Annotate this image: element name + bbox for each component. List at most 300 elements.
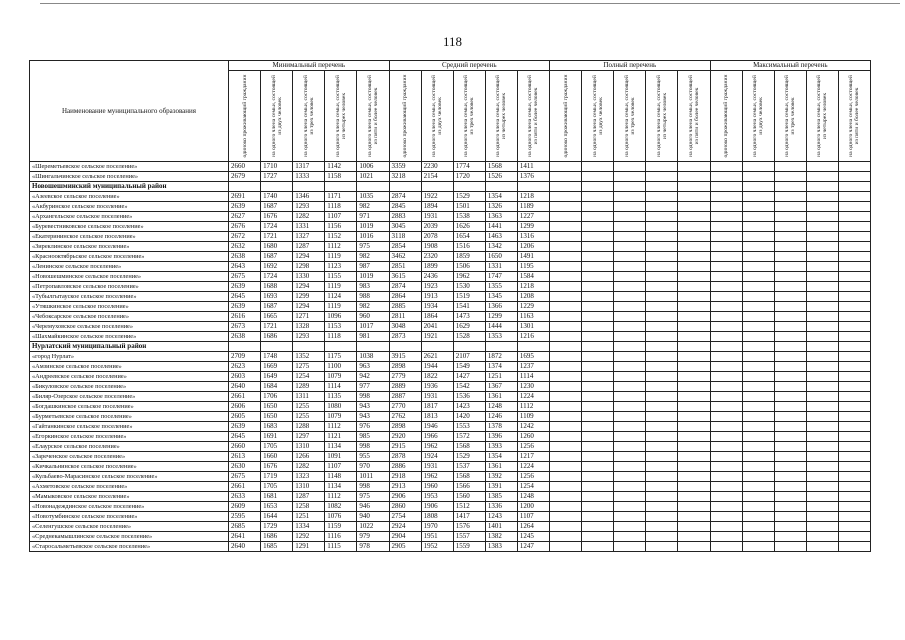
empty-cell	[614, 462, 646, 472]
value-cell: 1923	[421, 282, 453, 292]
subcolumn-header	[389, 71, 421, 162]
empty-cell	[678, 232, 710, 242]
empty-cell	[550, 462, 582, 472]
municipality-name: «Шахмайкинское сельское поселение»	[30, 332, 229, 342]
empty-cell	[774, 272, 806, 282]
empty-cell	[550, 222, 582, 232]
empty-cell	[582, 422, 614, 432]
empty-cell	[550, 342, 582, 352]
empty-cell	[806, 402, 838, 412]
empty-cell	[678, 162, 710, 172]
empty-cell	[838, 532, 870, 542]
value-cell: 1724	[261, 222, 293, 232]
empty-cell	[710, 332, 742, 342]
empty-cell	[710, 182, 742, 192]
empty-cell	[614, 252, 646, 262]
value-cell: 1218	[517, 282, 549, 292]
empty-cell	[838, 312, 870, 322]
value-cell: 2898	[389, 422, 421, 432]
value-cell: 1721	[261, 322, 293, 332]
table-row	[30, 402, 871, 412]
subcolumn-header	[806, 71, 838, 162]
municipality-name: «Старосальметьевское сельское поселение»	[30, 542, 229, 552]
empty-cell	[742, 242, 774, 252]
value-cell: 1323	[293, 472, 325, 482]
value-cell: 1242	[517, 422, 549, 432]
empty-cell	[838, 222, 870, 232]
value-cell: 2811	[389, 312, 421, 322]
value-cell: 1729	[261, 522, 293, 532]
table-row	[30, 292, 871, 302]
value-cell: 1931	[421, 392, 453, 402]
empty-cell	[710, 342, 742, 352]
empty-cell	[678, 382, 710, 392]
value-cell: 2883	[389, 212, 421, 222]
value-cell: 1171	[325, 192, 357, 202]
value-cell: 1936	[421, 382, 453, 392]
empty-cell	[550, 202, 582, 212]
value-cell: 3048	[389, 322, 421, 332]
value-cell: 1559	[453, 542, 485, 552]
value-cell: 1512	[453, 502, 485, 512]
value-cell: 1134	[325, 442, 357, 452]
value-cell: 1506	[453, 262, 485, 272]
empty-cell	[710, 172, 742, 182]
value-cell: 978	[357, 542, 389, 552]
empty-cell	[838, 302, 870, 312]
empty-cell	[614, 192, 646, 202]
subcolumn-header	[582, 71, 614, 162]
empty-cell	[838, 362, 870, 372]
empty-cell	[678, 322, 710, 332]
empty-cell	[742, 522, 774, 532]
empty-cell	[838, 332, 870, 342]
subcolumn-header-label: на одного члена семьи, состоящей из двух человек	[431, 75, 444, 157]
value-cell: 1568	[453, 442, 485, 452]
value-cell: 1019	[357, 272, 389, 282]
empty-cell	[742, 302, 774, 312]
empty-cell	[678, 432, 710, 442]
empty-cell	[742, 282, 774, 292]
value-cell: 1748	[261, 352, 293, 362]
value-cell: 1444	[485, 322, 517, 332]
value-cell: 1385	[485, 492, 517, 502]
empty-cell	[614, 442, 646, 452]
value-cell: 1568	[453, 472, 485, 482]
empty-cell	[325, 342, 357, 352]
value-cell: 1417	[453, 512, 485, 522]
empty-cell	[678, 462, 710, 472]
empty-cell	[614, 392, 646, 402]
empty-cell	[806, 232, 838, 242]
subcolumn-header-label: на одного члена семьи, состоящей из трех человек	[623, 75, 636, 157]
empty-cell	[774, 262, 806, 272]
empty-cell	[774, 172, 806, 182]
empty-cell	[806, 542, 838, 552]
empty-cell	[582, 482, 614, 492]
value-cell: 1393	[485, 442, 517, 452]
value-cell: 3218	[389, 172, 421, 182]
value-cell: 1376	[517, 172, 549, 182]
empty-cell	[710, 452, 742, 462]
empty-cell	[774, 522, 806, 532]
value-cell: 1724	[261, 272, 293, 282]
value-cell: 985	[357, 432, 389, 442]
subcolumn-header-label: на одного члена семьи, состоящей из пяти и более человек	[527, 75, 540, 157]
empty-cell	[678, 172, 710, 182]
value-cell: 977	[357, 382, 389, 392]
value-cell: 1665	[261, 312, 293, 322]
empty-cell	[582, 542, 614, 552]
value-cell: 1282	[293, 212, 325, 222]
empty-cell	[550, 322, 582, 332]
value-cell: 1254	[517, 482, 549, 492]
value-cell: 1271	[293, 312, 325, 322]
empty-cell	[550, 382, 582, 392]
empty-cell	[389, 342, 421, 352]
value-cell: 1669	[261, 362, 293, 372]
value-cell: 1951	[421, 532, 453, 542]
value-cell: 1962	[421, 442, 453, 452]
empty-cell	[774, 472, 806, 482]
empty-cell	[646, 482, 678, 492]
empty-cell	[646, 232, 678, 242]
empty-cell	[742, 332, 774, 342]
value-cell: 946	[357, 502, 389, 512]
value-cell: 2616	[229, 312, 261, 322]
value-cell: 2660	[229, 442, 261, 452]
empty-cell	[710, 382, 742, 392]
empty-cell	[838, 442, 870, 452]
empty-cell	[710, 532, 742, 542]
value-cell: 1156	[325, 222, 357, 232]
empty-cell	[582, 492, 614, 502]
value-cell: 2889	[389, 382, 421, 392]
empty-cell	[774, 352, 806, 362]
empty-cell	[550, 502, 582, 512]
value-cell: 1079	[325, 372, 357, 382]
value-cell: 1654	[453, 232, 485, 242]
value-cell: 2661	[229, 392, 261, 402]
empty-cell	[838, 492, 870, 502]
value-cell: 2623	[229, 362, 261, 372]
value-cell: 2107	[453, 352, 485, 362]
table-row	[30, 162, 871, 172]
empty-cell	[293, 342, 325, 352]
empty-cell	[614, 532, 646, 542]
empty-cell	[517, 182, 549, 192]
empty-cell	[742, 362, 774, 372]
subcolumn-header-label: на одного члена семьи, состоящей из трех человек	[463, 75, 476, 157]
municipality-name: «Кичкальнинское сельское поселение»	[30, 462, 229, 472]
empty-cell	[614, 482, 646, 492]
empty-cell	[710, 412, 742, 422]
value-cell: 1361	[485, 462, 517, 472]
empty-cell	[742, 352, 774, 362]
empty-cell	[582, 352, 614, 362]
value-cell: 1299	[293, 292, 325, 302]
value-cell: 2645	[229, 292, 261, 302]
subcolumn-header-label: на одного члена семьи, состоящей из трех человек	[302, 75, 315, 157]
empty-cell	[646, 352, 678, 362]
subcolumn-header-label: на одного члена семьи, состоящей из пяти и более человек	[366, 75, 379, 157]
empty-cell	[614, 242, 646, 252]
value-cell: 1970	[421, 522, 453, 532]
empty-cell	[838, 372, 870, 382]
empty-cell	[614, 332, 646, 342]
value-cell: 1692	[261, 262, 293, 272]
empty-cell	[550, 352, 582, 362]
value-cell: 2886	[389, 462, 421, 472]
empty-cell	[710, 202, 742, 212]
subcolumn-header	[838, 71, 870, 162]
empty-cell	[550, 482, 582, 492]
value-cell: 2898	[389, 362, 421, 372]
empty-cell	[742, 482, 774, 492]
value-cell: 1299	[485, 312, 517, 322]
empty-cell	[582, 212, 614, 222]
municipality-name: «Чебоксарское сельское поселение»	[30, 312, 229, 322]
municipality-name: «Кульбаево-Марасинское сельское поселение»	[30, 472, 229, 482]
value-cell: 1021	[357, 172, 389, 182]
value-cell: 1859	[453, 252, 485, 262]
empty-cell	[550, 302, 582, 312]
empty-cell	[806, 382, 838, 392]
empty-cell	[806, 212, 838, 222]
table-row	[30, 512, 871, 522]
value-cell: 1491	[517, 252, 549, 262]
empty-cell	[710, 402, 742, 412]
empty-cell	[550, 422, 582, 432]
empty-cell	[710, 392, 742, 402]
table-row	[30, 312, 871, 322]
value-cell: 942	[357, 372, 389, 382]
subcolumn-header	[614, 71, 646, 162]
table-row	[30, 252, 871, 262]
empty-cell	[742, 182, 774, 192]
value-cell: 1705	[261, 482, 293, 492]
empty-cell	[838, 352, 870, 362]
value-cell: 1378	[485, 422, 517, 432]
value-cell: 983	[357, 282, 389, 292]
empty-cell	[806, 252, 838, 262]
empty-cell	[550, 522, 582, 532]
empty-cell	[550, 412, 582, 422]
empty-cell	[710, 352, 742, 362]
table-row	[30, 282, 871, 292]
municipality-name: «Амзинское сельское поселение»	[30, 362, 229, 372]
value-cell: 2639	[229, 422, 261, 432]
empty-cell	[838, 452, 870, 462]
value-cell: 1216	[517, 332, 549, 342]
empty-cell	[742, 432, 774, 442]
subcolumn-header	[550, 71, 582, 162]
value-cell: 1006	[357, 162, 389, 172]
municipality-name: «Зареченское сельское поселение»	[30, 452, 229, 462]
empty-cell	[742, 322, 774, 332]
subcolumn-header-label: одиноко проживающий гражданин	[562, 74, 569, 158]
empty-cell	[582, 342, 614, 352]
value-cell: 998	[357, 482, 389, 492]
empty-cell	[838, 542, 870, 552]
table-row	[30, 202, 871, 212]
value-cell: 982	[357, 302, 389, 312]
empty-cell	[582, 252, 614, 262]
subcolumn-header	[261, 71, 293, 162]
value-cell: 1158	[325, 172, 357, 182]
value-cell: 2675	[229, 272, 261, 282]
value-cell: 981	[357, 332, 389, 342]
value-cell: 1560	[453, 492, 485, 502]
empty-cell	[742, 202, 774, 212]
empty-cell	[806, 352, 838, 362]
municipality-name: «Ахметовское сельское поселение»	[30, 482, 229, 492]
empty-cell	[774, 332, 806, 342]
empty-cell	[838, 412, 870, 422]
value-cell: 1683	[261, 422, 293, 432]
value-cell: 2676	[229, 222, 261, 232]
value-cell: 1650	[485, 252, 517, 262]
value-cell: 1423	[453, 402, 485, 412]
group-header: Минимальный перечень	[229, 61, 390, 71]
empty-cell	[550, 432, 582, 442]
value-cell: 988	[357, 292, 389, 302]
municipality-name: «Биляр-Озерское сельское поселение»	[30, 392, 229, 402]
municipality-name: «Елаурское сельское поселение»	[30, 442, 229, 452]
empty-cell	[838, 192, 870, 202]
empty-cell	[838, 282, 870, 292]
value-cell: 1366	[485, 302, 517, 312]
table-row	[30, 232, 871, 242]
value-cell: 1894	[421, 202, 453, 212]
empty-cell	[678, 542, 710, 552]
value-cell: 1331	[293, 222, 325, 232]
empty-cell	[742, 172, 774, 182]
value-cell: 1962	[453, 272, 485, 282]
value-cell: 1331	[485, 262, 517, 272]
empty-cell	[550, 162, 582, 172]
value-cell: 1227	[517, 212, 549, 222]
empty-cell	[678, 182, 710, 192]
value-cell: 1266	[293, 452, 325, 462]
empty-cell	[582, 432, 614, 442]
value-cell: 2878	[389, 452, 421, 462]
value-cell: 1291	[293, 542, 325, 552]
empty-cell	[774, 302, 806, 312]
empty-cell	[774, 202, 806, 212]
subcolumn-header-label: на одного члена семьи, состоящей из двух человек	[591, 75, 604, 157]
value-cell: 1519	[453, 292, 485, 302]
empty-cell	[806, 242, 838, 252]
empty-cell	[838, 382, 870, 392]
value-cell: 1352	[293, 352, 325, 362]
subcolumn-header-label: на одного члена семьи, состоящей из пяти и более человек	[848, 75, 861, 157]
value-cell: 1264	[517, 522, 549, 532]
empty-cell	[710, 222, 742, 232]
empty-cell	[710, 192, 742, 202]
empty-cell	[550, 312, 582, 322]
value-cell: 1906	[421, 502, 453, 512]
value-cell: 1529	[453, 192, 485, 202]
value-cell: 1153	[325, 322, 357, 332]
empty-cell	[582, 272, 614, 282]
municipality-name: «Тубылгытауское сельское поселение»	[30, 292, 229, 302]
value-cell: 943	[357, 402, 389, 412]
value-cell: 2641	[229, 532, 261, 542]
municipality-name: «Акбуринское сельское поселение»	[30, 202, 229, 212]
empty-cell	[806, 482, 838, 492]
empty-cell	[614, 452, 646, 462]
value-cell: 2672	[229, 232, 261, 242]
value-cell: 1530	[453, 282, 485, 292]
empty-cell	[293, 182, 325, 192]
empty-cell	[550, 232, 582, 242]
empty-cell	[582, 442, 614, 452]
municipality-name: «Мамыковское сельское поселение»	[30, 492, 229, 502]
empty-cell	[806, 222, 838, 232]
empty-cell	[582, 202, 614, 212]
group-header: Полный перечень	[550, 61, 710, 71]
value-cell: 1317	[293, 162, 325, 172]
empty-cell	[742, 452, 774, 462]
empty-cell	[550, 452, 582, 462]
empty-cell	[742, 532, 774, 542]
empty-cell	[550, 212, 582, 222]
value-cell: 2230	[421, 162, 453, 172]
empty-cell	[710, 272, 742, 282]
value-cell: 1557	[453, 532, 485, 542]
empty-cell	[646, 502, 678, 512]
value-cell: 1135	[325, 392, 357, 402]
municipality-name: «Гайтанкинское сельское поселение»	[30, 422, 229, 432]
value-cell: 1299	[517, 222, 549, 232]
empty-cell	[582, 172, 614, 182]
empty-cell	[806, 262, 838, 272]
empty-cell	[614, 522, 646, 532]
empty-cell	[614, 182, 646, 192]
empty-cell	[582, 162, 614, 172]
value-cell: 1572	[453, 432, 485, 442]
value-cell: 1119	[325, 282, 357, 292]
empty-cell	[742, 312, 774, 322]
value-cell: 1441	[485, 222, 517, 232]
district-name: Новошешминский муниципальный район	[30, 182, 229, 192]
empty-cell	[742, 492, 774, 502]
value-cell: 1118	[325, 332, 357, 342]
empty-cell	[389, 182, 421, 192]
value-cell: 1237	[517, 362, 549, 372]
empty-cell	[678, 362, 710, 372]
value-cell: 1107	[517, 512, 549, 522]
empty-cell	[774, 182, 806, 192]
empty-cell	[710, 252, 742, 262]
value-cell: 2915	[389, 442, 421, 452]
value-cell: 1392	[485, 472, 517, 482]
empty-cell	[614, 502, 646, 512]
empty-cell	[678, 522, 710, 532]
empty-cell	[806, 422, 838, 432]
municipality-name: «Новошешминское сельское поселение»	[30, 272, 229, 282]
empty-cell	[742, 462, 774, 472]
empty-cell	[646, 162, 678, 172]
value-cell: 1118	[325, 202, 357, 212]
value-cell: 1695	[517, 352, 549, 362]
value-cell: 2679	[229, 172, 261, 182]
value-cell: 2603	[229, 372, 261, 382]
empty-cell	[710, 162, 742, 172]
value-cell: 1256	[517, 442, 549, 452]
value-cell: 1112	[325, 422, 357, 432]
